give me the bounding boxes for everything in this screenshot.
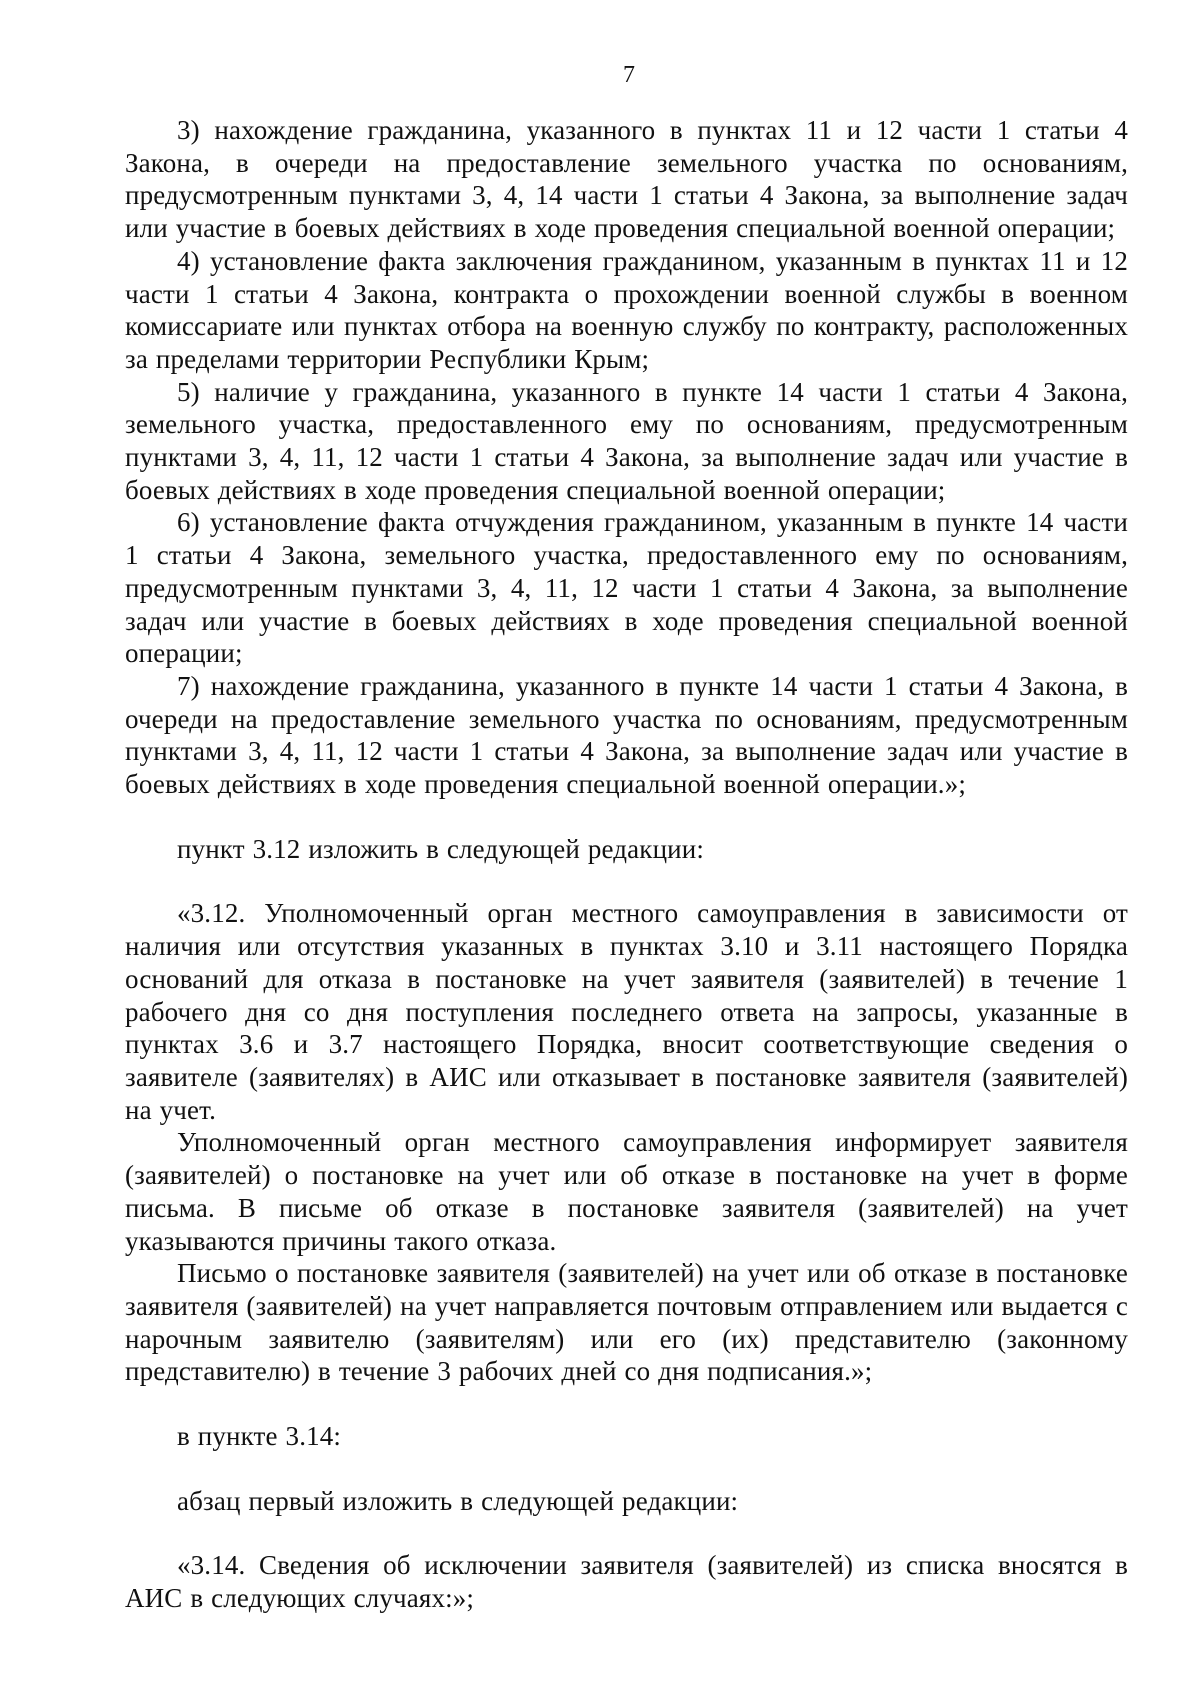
document-body	[125, 114, 1128, 1615]
amendment-instruction-3-14: в пункте 3.14:	[177, 1421, 342, 1452]
list-item-5: 5) наличие у гражданина, указанного в пункте 14 части 1 статьи 4 Закона, земельного участка, предоставленного ему по основаниям, предусмотренным пунктами 3, 4, 11, 12 части 1 статьи 4 Закона, за выполнение задач или участие в боевых действиях в ходе проведения специальной военной операции;	[125, 376, 1128, 505]
list-item-4: 4) установление факта заключения гражданином, указанным в пунктах 11 и 12 части 1 статьи 4 Закона, контракта о прохождении военной службы в военном комиссариате или пунктах отбора на военную службу по контракту, расположенных за пределами территории Республики Крым;	[125, 245, 1128, 374]
clause-3-12-letter-paragraph: Письмо о постановке заявителя (заявителей) на учет или об отказе в постановке заявителя (заявителей) на учет направляется почтовым отправлением или выдается с нарочным заявителю (заявителям) или его (их) представителю (законному представителю) в течение 3 рабочих дней со дня подписания.»;	[125, 1258, 1128, 1387]
page-number: 7	[623, 62, 635, 88]
list-item-7: 7) нахождение гражданина, указанного в пункте 14 части 1 статьи 4 Закона, в очереди на предоставление земельного участка по основаниям, предусмотренным пунктами 3, 4, 11, 12 части 1 статьи 4 Закона, за выполнение задач или участие в боевых действиях в ходе проведения специальной военной операции.»;	[125, 670, 1128, 800]
clause-3-12-notification-paragraph: Уполномоченный орган местного самоуправления информирует заявителя (заявителей) о постановке на учет или об отказе в постановке на учет в форме письма. В письме об отказе в постановке заявителя (заявителей) на учет указываются причины такого отказа.	[125, 1127, 1128, 1256]
clause-3-12-paragraph: «3.12. Уполномоченный орган местного самоуправления в зависимости от наличия или отсутствия указанных в пунктах 3.10 и 3.11 настоящего Порядка оснований для отказа в постановке на учет заявителя (заявителей) в течение 1 рабочего дня со дня поступления последнего ответа на запросы, указанные в пунктах 3.6 и 3.7 настоящего Порядка, вносит соответствующие сведения о заявителе (заявителях) в АИС или отказывает в постановке заявителя (заявителей) на учет.	[125, 898, 1128, 1125]
list-item-6: 6) установление факта отчуждения гражданином, указанным в пункте 14 части 1 статьи 4 Закона, земельного участка, предоставленного ему по основаниям, предусмотренным пунктами 3, 4, 11, 12 части 1 статьи 4 Закона, за выполнение задач или участие в боевых действиях в ходе проведения специальной военной операции;	[125, 507, 1128, 669]
clause-3-14-paragraph: «3.14. Сведения об исключении заявителя (заявителей) из списка вносятся в АИС в следующих случаях:»;	[125, 1550, 1128, 1614]
list-item-3: 3) нахождение гражданина, указанного в пунктах 11 и 12 части 1 статьи 4 Закона, в очереди на предоставление земельного участка по основаниям, предусмотренным пунктами 3, 4, 14 части 1 статьи 4 Закона, за выполнение задач или участие в боевых действиях в ходе проведения специальной военной операции;	[125, 115, 1128, 244]
amendment-instruction-3-12: пункт 3.12 изложить в следующей редакции:	[177, 833, 705, 864]
amendment-instruction-first-paragraph: абзац первый изложить в следующей редакции:	[177, 1485, 739, 1516]
